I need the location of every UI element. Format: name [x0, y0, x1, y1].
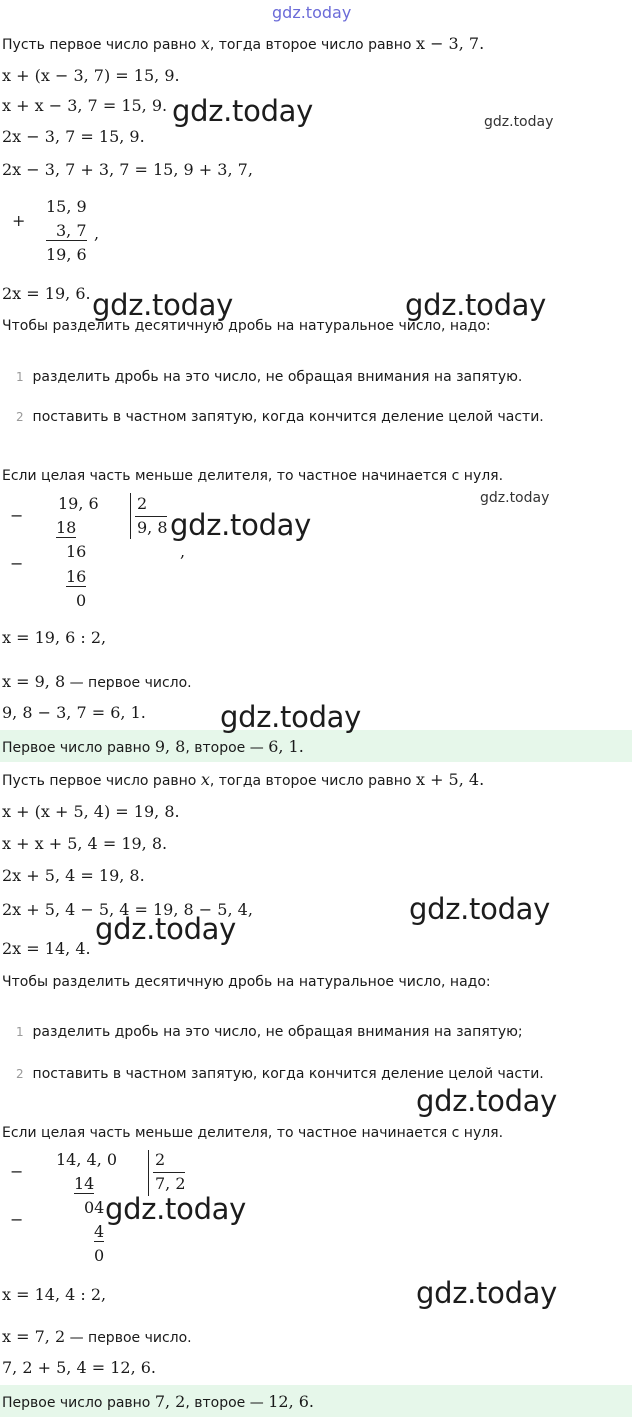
answer-value: 6, 1. — [268, 737, 304, 756]
watermark: gdz.today — [409, 892, 551, 926]
watermark: gdz.today — [405, 288, 547, 322]
watermark: gdz.today — [92, 288, 234, 322]
column-comma: , — [94, 224, 100, 243]
division-line — [153, 1172, 185, 1173]
answer-value: 12, 6. — [268, 1392, 314, 1411]
division-minus: − — [10, 1162, 24, 1181]
answer-text: , второе — — [185, 1395, 269, 1411]
equation: 2x = 14, 4. — [2, 939, 91, 958]
intro-expr: x − 3, 7. — [415, 34, 485, 53]
division-remainder: 16 — [66, 542, 87, 561]
zero-rule: Если целая часть меньше делителя, то частное начинается с нуля. — [2, 1125, 504, 1141]
division-divisor: 2 — [137, 494, 148, 513]
equation: 7, 2 + 5, 4 = 12, 6. — [2, 1358, 157, 1377]
watermark-top: gdz.today — [272, 3, 352, 22]
equation: x + (x − 3, 7) = 15, 9. — [2, 66, 180, 85]
list-text: поставить в частном запятую, когда кончится деление целой части. — [32, 409, 544, 425]
intro-line-1 — [2, 34, 484, 53]
intro-text: Пусть первое число равно — [2, 773, 201, 789]
division-subtrahend: 4 — [94, 1222, 105, 1241]
intro-mid: , тогда второе число равно — [209, 773, 416, 789]
intro-expr: x + 5, 4. — [415, 770, 485, 789]
list-number: 1 — [16, 370, 24, 384]
list-text: поставить в частном запятую, когда кончится деление целой части. — [32, 1066, 544, 1082]
division-bar — [148, 1150, 149, 1196]
division-dividend: 14, 4, 0 — [56, 1150, 118, 1169]
watermark: gdz.today — [105, 1192, 247, 1226]
division-line — [135, 516, 167, 517]
equation-text: — первое число. — [65, 675, 192, 691]
intro-text: Пусть первое число равно — [2, 37, 201, 53]
equation: 2x − 3, 7 = 15, 9. — [2, 127, 145, 146]
watermark: gdz.today — [416, 1084, 558, 1118]
division-remainder: 04 — [84, 1198, 105, 1217]
watermark-small: gdz.today — [480, 490, 550, 506]
answer-text: , второе — — [185, 740, 269, 756]
zero-rule: Если целая часть меньше делителя, то частное начинается с нуля. — [2, 468, 504, 484]
equation: 2x + 5, 4 = 19, 8. — [2, 866, 145, 885]
column-addend: 15, 9 — [46, 197, 87, 216]
equation: 2x − 3, 7 + 3, 7 = 15, 9 + 3, 7, — [2, 160, 253, 179]
list-item — [16, 369, 522, 385]
column-sign: + — [12, 211, 26, 230]
watermark: gdz.today — [95, 912, 237, 946]
answer-text: Первое число равно — [2, 740, 155, 756]
equation-text: — первое число. — [65, 1330, 192, 1346]
division-dividend: 19, 6 — [58, 494, 99, 513]
division-minus: − — [10, 1210, 24, 1229]
equation: x = 14, 4 : 2, — [2, 1285, 107, 1304]
division-quotient: 7, 2 — [155, 1174, 186, 1193]
list-text: разделить дробь на это число, не обращая внимания на запятую. — [32, 369, 523, 385]
intro-var: x — [200, 770, 210, 789]
equation-math: x = 9, 8 — [2, 672, 66, 691]
watermark: gdz.today — [170, 508, 312, 542]
rule-title: Чтобы разделить десятичную дробь на натуральное число, надо: — [2, 974, 491, 990]
watermark: gdz.today — [172, 94, 314, 128]
division-subtrahend: 18 — [56, 518, 77, 537]
first-number-line — [2, 672, 192, 691]
equation: x + (x + 5, 4) = 19, 8. — [2, 802, 180, 821]
division-subtrahend: 16 — [66, 567, 87, 586]
equation: 9, 8 − 3, 7 = 6, 1. — [2, 703, 146, 722]
list-text: разделить дробь на это число, не обращая внимания на запятую; — [32, 1024, 523, 1040]
division-bar — [130, 493, 131, 539]
answer-line — [2, 1392, 314, 1411]
answer-text: Первое число равно — [2, 1395, 155, 1411]
list-number: 2 — [16, 410, 24, 424]
division-quotient: 9, 8 — [137, 518, 168, 537]
equation: x + x + 5, 4 = 19, 8. — [2, 834, 168, 853]
division-minus: − — [10, 506, 24, 525]
list-item — [16, 1066, 544, 1082]
rule-title: Чтобы разделить десятичную дробь на натуральное число, надо: — [2, 318, 491, 334]
intro-var: x — [200, 34, 210, 53]
division-remainder: 0 — [94, 1246, 105, 1265]
equation: x + x − 3, 7 = 15, 9. — [2, 96, 168, 115]
equation: 2x = 19, 6. — [2, 284, 91, 303]
list-number: 2 — [16, 1067, 24, 1081]
division-divisor: 2 — [155, 1150, 166, 1169]
watermark: gdz.today — [220, 700, 362, 734]
answer-line — [2, 737, 304, 756]
list-item — [16, 1024, 523, 1040]
equation: 2x + 5, 4 − 5, 4 = 19, 8 − 5, 4, — [2, 900, 253, 919]
watermark: gdz.today — [416, 1276, 558, 1310]
first-number-line — [2, 1327, 192, 1346]
column-addend: 3, 7 — [46, 221, 87, 241]
list-item — [16, 409, 544, 425]
intro-line-2 — [2, 770, 484, 789]
watermark-small: gdz.today — [484, 114, 554, 130]
division-minus: − — [10, 554, 24, 573]
list-number: 1 — [16, 1025, 24, 1039]
answer-value: 9, 8 — [154, 737, 186, 756]
column-sum: 19, 6 — [46, 245, 87, 264]
equation: x = 19, 6 : 2, — [2, 628, 107, 647]
division-subtrahend: 14 — [74, 1174, 95, 1193]
division-remainder: 0 — [76, 591, 87, 610]
division-comma: , — [180, 542, 186, 561]
equation-math: x = 7, 2 — [2, 1327, 66, 1346]
intro-mid: , тогда второе число равно — [209, 37, 416, 53]
answer-value: 7, 2 — [154, 1392, 186, 1411]
